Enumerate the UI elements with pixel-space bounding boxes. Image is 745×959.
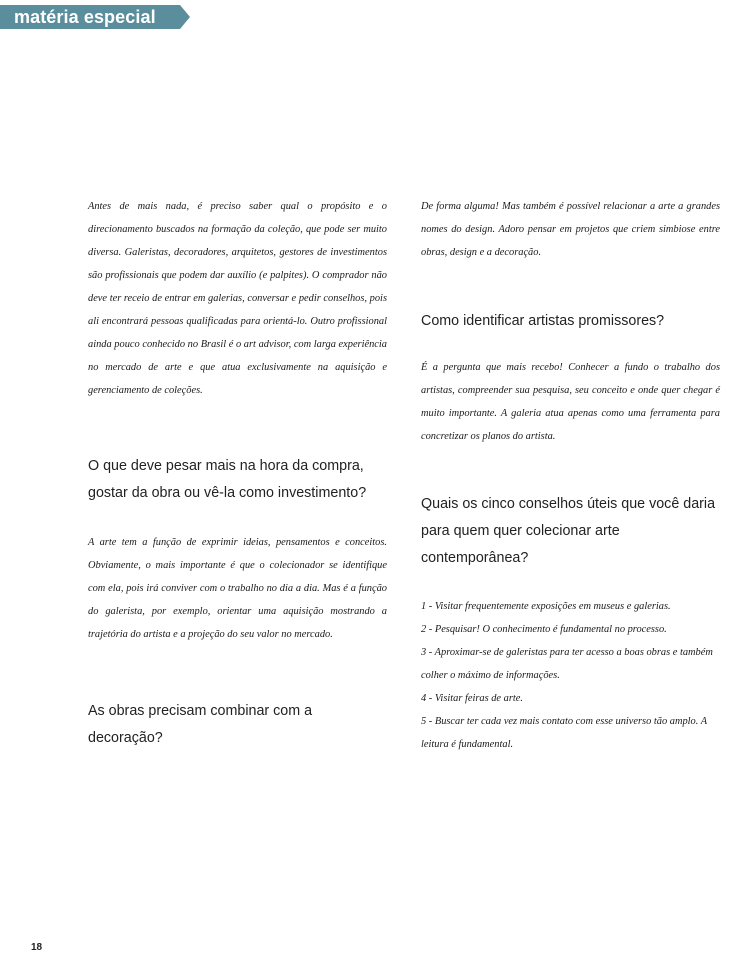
left-column — [88, 195, 387, 752]
list-item: 3 - Aproximar-se de galeristas para ter acesso a boas obras e também colher o máximo de informações. — [421, 647, 713, 681]
tips-list — [421, 595, 720, 756]
question-heading: Quais os cinco conselhos úteis que você daria para quem quer colecionar arte contemporânea? — [421, 496, 716, 566]
answer-paragraph: De forma alguma! Mas também é possível relacionar a arte a grandes nomes do design. Adoro pensar em projetos que criem simbiose entre obras, design e a decoração. — [421, 201, 720, 258]
question-heading: As obras precisam combinar com a decoração? — [88, 703, 313, 746]
list-item: 2 - Pesquisar! O conhecimento é fundamental no processo. — [421, 624, 667, 635]
list-item: 4 - Visitar feiras de arte. — [421, 693, 523, 704]
intro-paragraph: Antes de mais nada, é preciso saber qual o propósito e o direcionamento buscados na formação da coleção, que pode ser muito diversa. Galeristas, decoradores, arquitetos, gestores de investimentos são profissionais que podem dar auxílio (e palpites). O comprador não deve ter receio de entrar em galerias, conversar e pedir conselhos, pois ali encontrará pessoas qualificadas para orientá-lo. Outro profissional ainda pouco conhecido no Brasil é o art advisor, com larga experiência no mercado de arte e que atua exclusivamente na aquisição e gerenciamento de coleções. — [88, 201, 387, 396]
question-heading: Como identificar artistas promissores? — [421, 313, 665, 329]
question-heading: O que deve pesar mais na hora da compra, gostar da obra ou vê-la como investimento? — [88, 458, 367, 501]
page-number: 18 — [31, 942, 43, 953]
section-tag-label: matéria especial — [14, 7, 156, 27]
list-item: 1 - Visitar frequentemente exposições em museus e galerias. — [421, 601, 671, 612]
right-column — [421, 195, 720, 756]
answer-paragraph: A arte tem a função de exprimir ideias, pensamentos e conceitos. Obviamente, o mais importante é que o colecionador se identifique com ela, pois irá conviver com o trabalho no dia a dia. Mas é a função do galerista, por exemplo, orientar uma aquisição mostrando a trajetória do artista e a projeção do seu valor no mercado. — [88, 537, 387, 640]
list-item: 5 - Buscar ter cada vez mais contato com esse universo tão amplo. A leitura é fundamental. — [421, 716, 707, 750]
answer-paragraph: É a pergunta que mais recebo! Conhecer a fundo o trabalho dos artistas, compreender sua pesquisa, seu conceito e onde quer chegar é muito importante. A galeria atua apenas como uma ferramenta para concretizar os planos do artista. — [421, 362, 720, 442]
